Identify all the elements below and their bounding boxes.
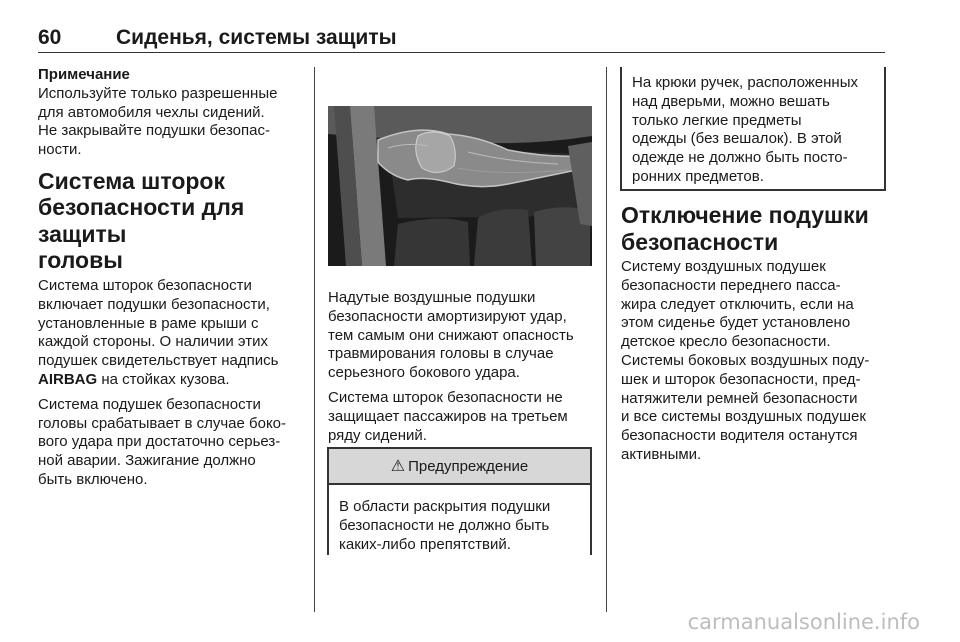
text-line: каждой стороны. О наличии этих xyxy=(38,333,268,351)
curtain-airbag-illustration xyxy=(328,106,592,266)
heading-line: безопасности xyxy=(621,228,779,255)
note-line: Используйте только разрешенные xyxy=(38,84,278,102)
paragraph xyxy=(38,396,308,490)
text-line: вого удара при достаточно серьез- xyxy=(38,433,281,451)
text-line: подушек свидетельствует надпись xyxy=(38,352,279,370)
column-divider-2 xyxy=(606,67,607,612)
text-line xyxy=(38,371,308,390)
section-heading-curtain-airbags xyxy=(38,168,308,274)
heading-line: головы xyxy=(38,247,123,274)
caution-box-continued xyxy=(620,67,886,191)
text-line: безопасности переднего пасса- xyxy=(621,276,841,294)
heading-line: безопасности для защиты xyxy=(38,194,245,247)
text-line: шек и шторок безопасности, пред- xyxy=(621,370,861,388)
text-line: детское кресло безопасности. xyxy=(621,333,831,351)
text-line: тем самым они снижают опасность xyxy=(328,326,574,344)
page-header xyxy=(38,22,885,52)
text-line: На крюки ручек, расположенных xyxy=(632,74,858,91)
curtain-airbag-illustration-drawing xyxy=(328,106,592,266)
text-line: каких-либо препятствий. xyxy=(339,535,511,553)
column-divider-1 xyxy=(314,67,315,612)
airbag-label: AIRBAG xyxy=(38,370,98,388)
text-line: ронних предметов. xyxy=(632,167,764,185)
text-line: защищает пассажиров на третьем xyxy=(328,407,568,425)
text-line: Система шторок безопасности xyxy=(38,276,252,294)
header-divider xyxy=(38,52,885,53)
note-line: для автомобиля чехлы сидений. xyxy=(38,103,265,121)
text-line: головы срабатывает в случае боко- xyxy=(38,414,287,432)
text-line: безопасности водителя останутся xyxy=(621,427,858,445)
text-line: Система шторок безопасности не xyxy=(328,388,563,406)
text-line: серьезного бокового удара. xyxy=(328,364,520,382)
text-line: только легкие предметы xyxy=(632,111,802,129)
text-line: травмирования головы в случае xyxy=(328,345,554,363)
text-line: одежде не должно быть посто- xyxy=(632,149,848,167)
heading-line: Отключение подушки xyxy=(621,202,869,228)
column-1 xyxy=(38,66,308,490)
text-line: безопасности амортизируют удар, xyxy=(328,307,567,325)
paragraph xyxy=(621,352,896,465)
watermark: carmanualsonline.info xyxy=(687,610,920,634)
text-line: быть включено. xyxy=(38,470,148,488)
text-run: на стойках кузова. xyxy=(97,370,230,388)
text-line: ряду сидений. xyxy=(328,426,427,444)
text-line: одежды (без вешалок). В этой xyxy=(632,130,842,148)
text-line: этом сиденье будет установлено xyxy=(621,314,851,332)
note-title: Примечание xyxy=(38,66,130,83)
text-line: включает подушки безопасности, xyxy=(38,295,270,313)
text-line: установленные в раме крыши с xyxy=(38,314,259,332)
text-line: Систему воздушных подушек xyxy=(621,258,826,275)
paragraph xyxy=(621,258,896,352)
text-line: ной аварии. Зажигание должно xyxy=(38,452,256,470)
text-line: Надутые воздушные подушки xyxy=(328,289,536,306)
paragraph xyxy=(328,289,600,383)
note-line: ности. xyxy=(38,141,82,159)
paragraph xyxy=(38,277,308,390)
warning-box xyxy=(327,447,592,555)
text-line: безопасности не должно быть xyxy=(339,516,550,534)
text-line: жира следует отключить, если на xyxy=(621,295,854,313)
page-title: Сиденья, системы защиты xyxy=(116,26,397,49)
text-line: и все системы воздушных подушек xyxy=(621,408,866,426)
text-line: над дверьми, можно вешать xyxy=(632,92,830,110)
section-heading-airbag-deactivation xyxy=(621,202,896,255)
warning-triangle-icon: ⚠ xyxy=(390,458,406,475)
text-line: активными. xyxy=(621,445,702,463)
heading-line: Система шторок xyxy=(38,167,225,194)
column-3 xyxy=(621,202,896,465)
text-line: натяжители ремней безопасности xyxy=(621,389,858,407)
text-line: Системы боковых воздушных поду- xyxy=(621,351,870,369)
text-line: Система подушек безопасности xyxy=(38,395,261,413)
warning-title: Предупреждение xyxy=(408,457,529,475)
page-number: 60 xyxy=(38,26,62,49)
warning-text xyxy=(329,485,590,554)
paragraph xyxy=(328,389,600,445)
warning-header xyxy=(329,447,590,485)
text-line: В области раскрытия подушки xyxy=(339,498,551,515)
note-line: Не закрывайте подушки безопас- xyxy=(38,122,270,140)
column-2 xyxy=(328,289,600,445)
